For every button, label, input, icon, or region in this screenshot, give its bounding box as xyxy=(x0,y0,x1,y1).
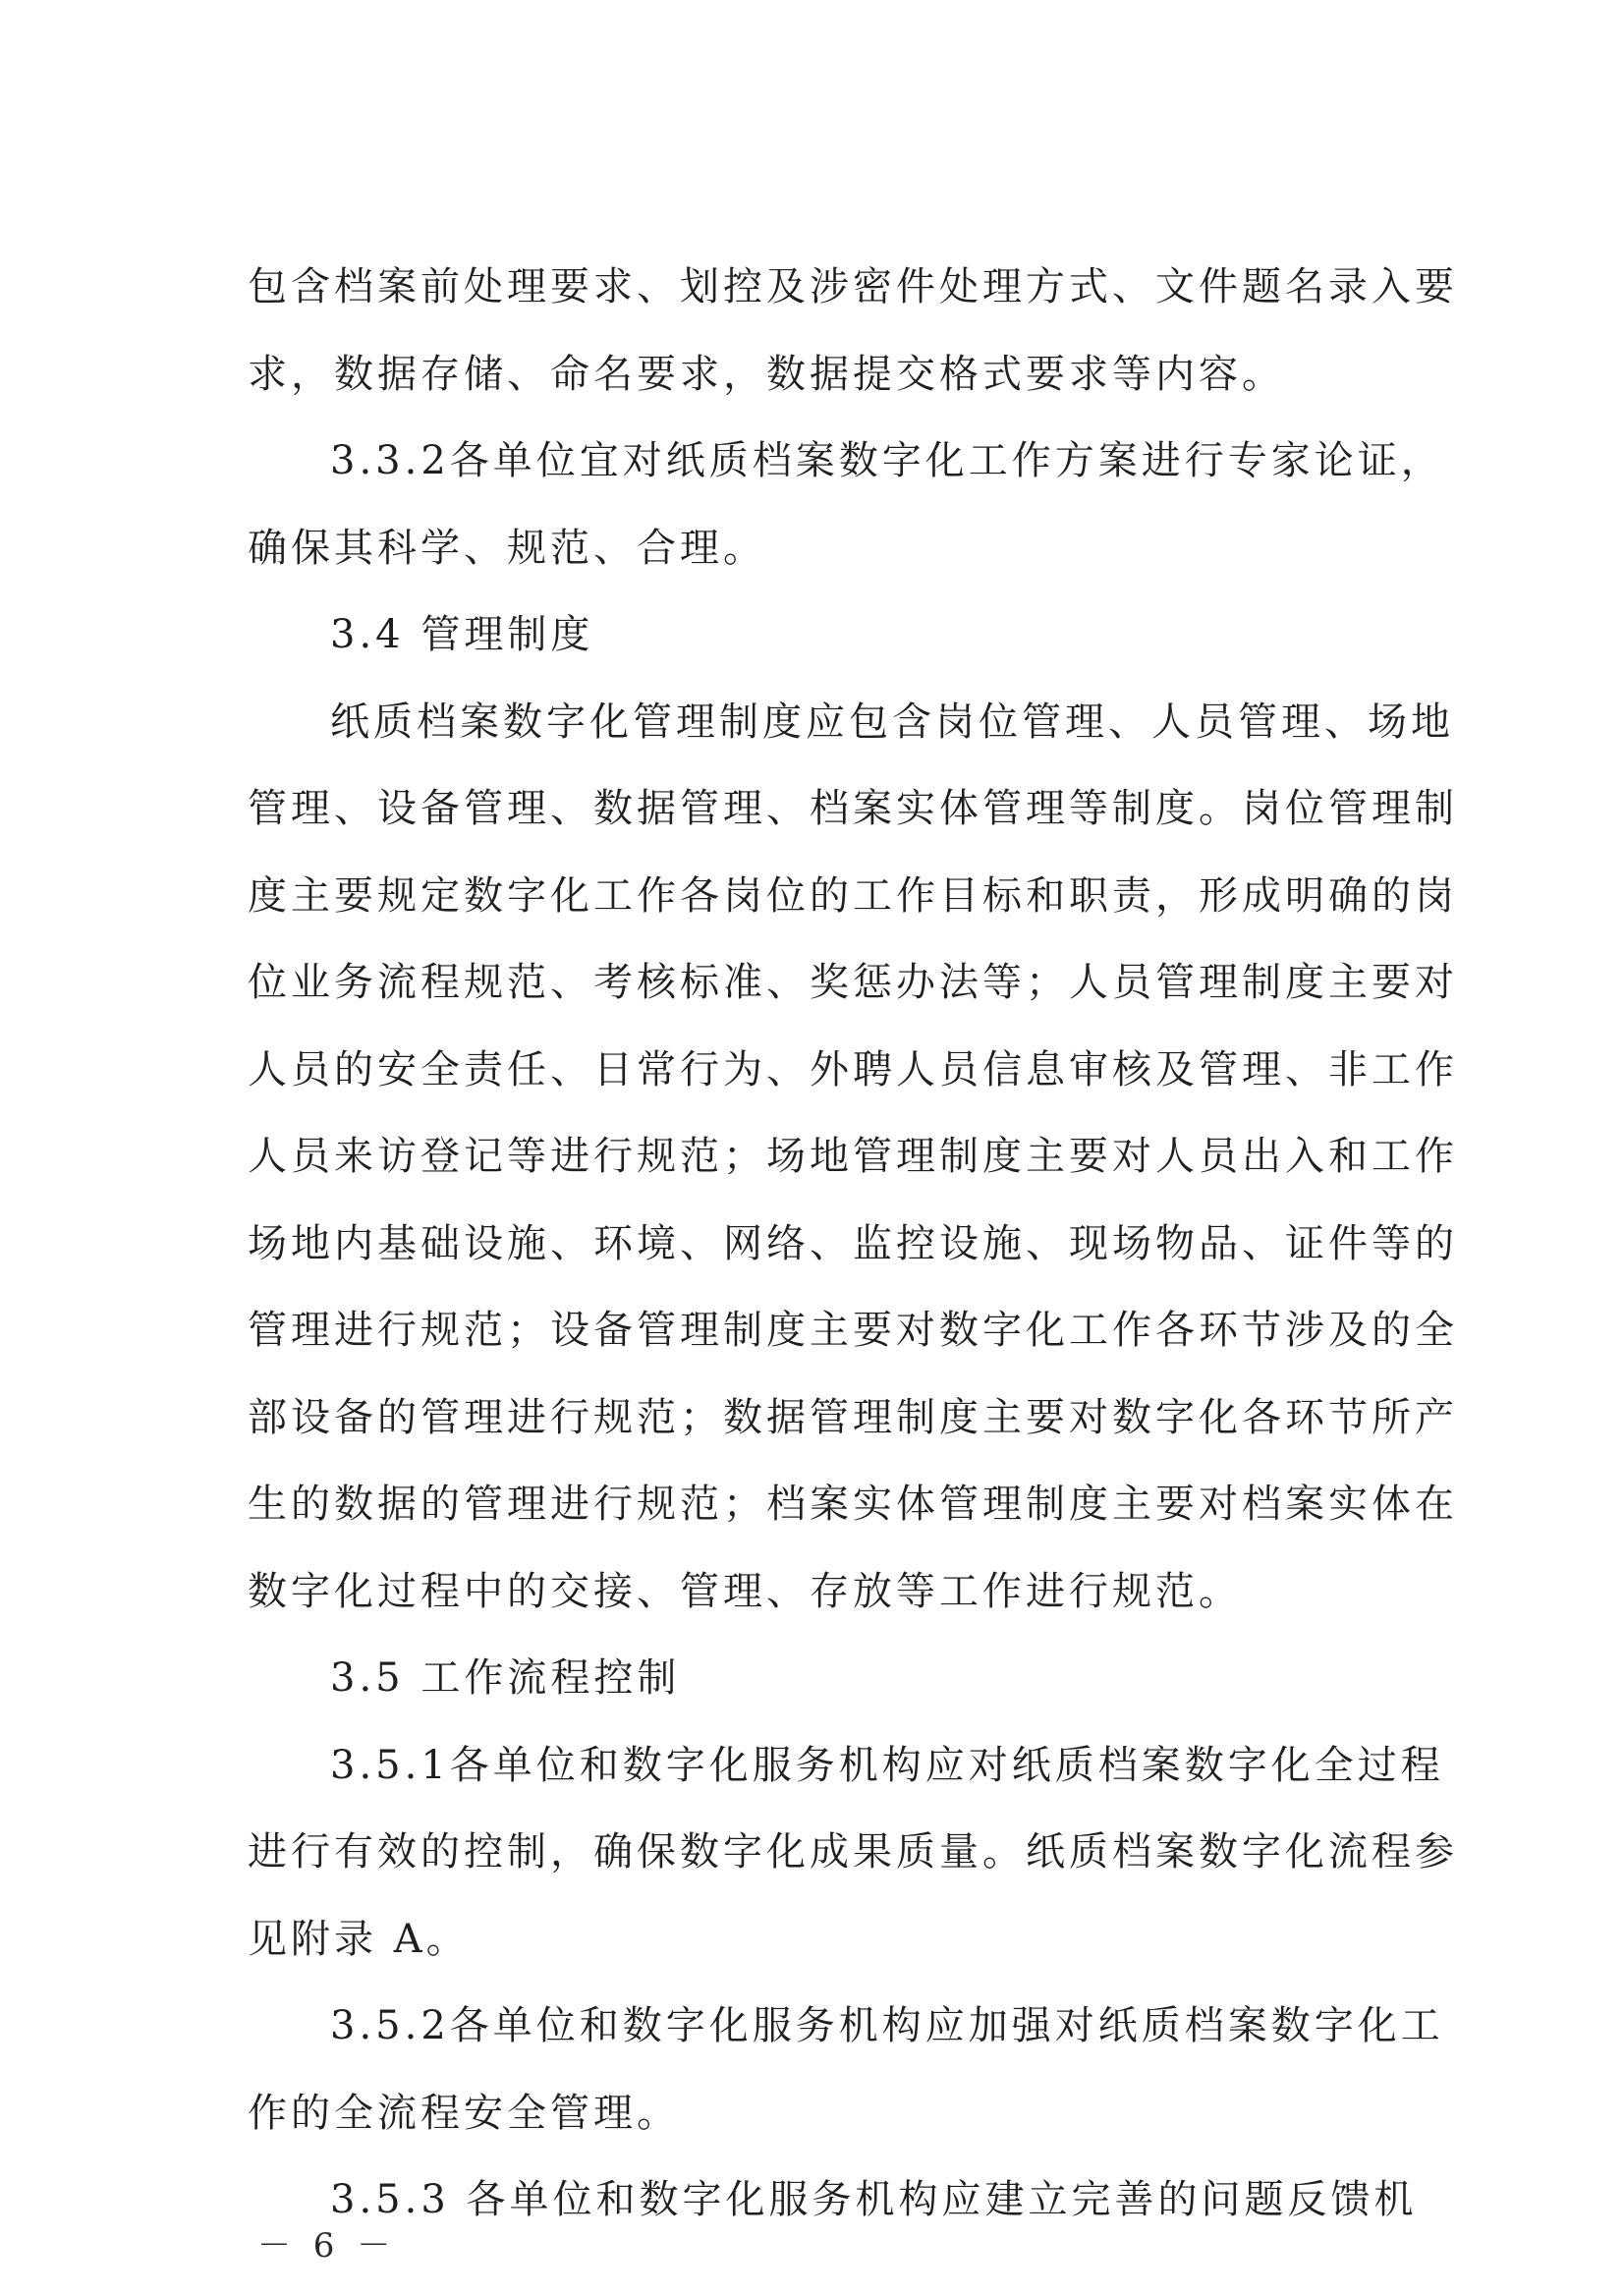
text-line: 位 业 务 流 程 规 范 、 考 核 标 准 、 奖 惩 办 法 等 ； 人 员 管 理 制 度 主 要 对 xyxy=(248,960,1458,1005)
text-line: 包 含 档 案 前 处 理 要 求 、 划 控 及 涉 密 件 处 理 方 式 、 文 件 题 名 录 入 要 xyxy=(248,264,1458,309)
text-line: 管 理 进 行 规 范 ； 设 备 管 理 制 度 主 要 对 数 字 化 工 作 各 环 节 涉 及 的 全 xyxy=(248,1308,1458,1353)
text-line: 人 员 的 安 全 责 任 、 日 常 行 为 、 外 聘 人 员 信 息 审 核 及 管 理 、 非 工 作 xyxy=(248,1046,1458,1092)
body-text xyxy=(248,244,1458,2244)
text-line: 生 的 数 据 的 管 理 进 行 规 范 ； 档 案 实 体 管 理 制 度 主 要 对 档 案 实 体 在 xyxy=(248,1482,1458,1527)
page-number: － 6 － xyxy=(257,2226,397,2266)
text-line: 进 行 有 效 的 控 制 ， 确 保 数 字 化 成 果 质 量 。 纸 质 档 案 数 字 化 流 程 参 xyxy=(248,1829,1458,1875)
text-line: 见附录 A。 xyxy=(248,1916,470,1962)
text-line: 度 主 要 规 定 数 字 化 工 作 各 岗 位 的 工 作 目 标 和 职 责 ， 形 成 明 确 的 岗 xyxy=(248,872,1458,919)
text-line: 部 设 备 的 管 理 进 行 规 范 ； 数 据 管 理 制 度 主 要 对 数 字 化 各 环 节 所 产 xyxy=(248,1394,1458,1440)
text-line: 3.4 管理制度 xyxy=(330,612,594,657)
text-line: 3.5.3 各单位和数字化服务机构应建立完善的问题反馈机 xyxy=(330,2177,1418,2222)
text-line: 纸 质 档 案 数 字 化 管 理 制 度 应 包 含 岗 位 管 理 、 人 员 管 理 、 场 地 xyxy=(330,699,1454,745)
text-line: 3 . 3 . 2 各 单 位 宜 对 纸 质 档 案 数 字 化 工 作 方 案 进 行 专 家 论 证 ， xyxy=(330,438,1444,483)
text-line: 作的全流程安全管理。 xyxy=(248,2090,680,2136)
text-line: 求，数据存储、命名要求，数据提交格式要求等内容。 xyxy=(248,351,1285,397)
text-line: 3.5 工作流程控制 xyxy=(330,1655,681,1701)
text-line: 确保其科学、规范、合理。 xyxy=(248,525,766,571)
text-line: 数字化过程中的交接、管理、存放等工作进行规范。 xyxy=(248,1568,1242,1614)
text-line: 人 员 来 访 登 记 等 进 行 规 范 ； 场 地 管 理 制 度 主 要 对 人 员 出 入 和 工 作 xyxy=(248,1134,1458,1179)
text-line: 3 . 5 . 2 各 单 位 和 数 字 化 服 务 机 构 应 加 强 对 纸 质 档 案 数 字 化 工 xyxy=(330,2003,1444,2048)
text-line: 3 . 5 . 1 各 单 位 和 数 字 化 服 务 机 构 应 对 纸 质 档 案 数 字 化 全 过 程 xyxy=(330,1742,1444,1788)
text-line: 管 理 、 设 备 管 理 、 数 据 管 理 、 档 案 实 体 管 理 等 制 度 。 岗 位 管 理 制 xyxy=(248,786,1458,831)
text-line: 场 地 内 基 础 设 施 、 环 境 、 网 络 、 监 控 设 施 、 现 场 物 品 、 证 件 等 的 xyxy=(248,1220,1458,1266)
